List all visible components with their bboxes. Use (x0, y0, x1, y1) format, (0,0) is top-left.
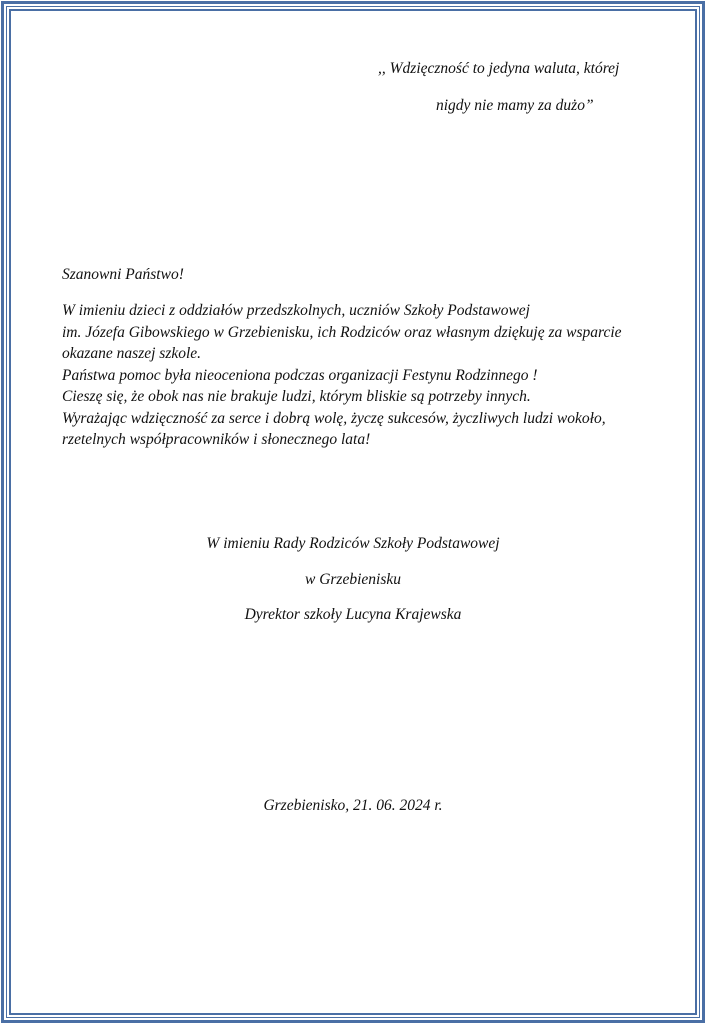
body-line: okazane naszej szkole. (62, 345, 202, 362)
signature-line-1: W imieniu Rady Rodziców Szkoły Podstawowej (206, 535, 500, 552)
page-border-inner (9, 9, 697, 1015)
body-line: Wyrażając wdzięczność za serce i dobrą wolę, życzę sukcesów, życzliwych ludzi wokoło, (62, 409, 606, 427)
letter-body (62, 300, 622, 451)
signature-line-2: w Grzebienisku (304, 571, 401, 588)
quote-line-1: ,, Wdzięczność to jedyna waluta, której (378, 60, 620, 77)
body-line: im. Józefa Gibowskiego w Grzebienisku, ich Rodziców oraz własnym dziękuję za wsparcie (62, 323, 622, 341)
body-line: Cieszę się, że obok nas nie brakuje ludzi, którym bliskie są potrzeby innych. (62, 388, 531, 405)
signature-line-3: Dyrektor szkoły Lucyna Krajewska (244, 606, 462, 623)
body-line: W imieniu dzieci z oddziałów przedszkolnych, uczniów Szkoły Podstawowej (62, 302, 530, 319)
place-date: Grzebienisko, 21. 06. 2024 r. (263, 797, 443, 814)
quote-line-2: nigdy nie mamy za dużo” (436, 97, 594, 114)
greeting: Szanowni Państwo! (62, 266, 184, 283)
body-line: rzetelnych współpracowników i słonecznego lata! (62, 431, 371, 448)
body-line: Państwa pomoc była nieoceniona podczas organizacji Festynu Rodzinnego ! (62, 366, 538, 384)
